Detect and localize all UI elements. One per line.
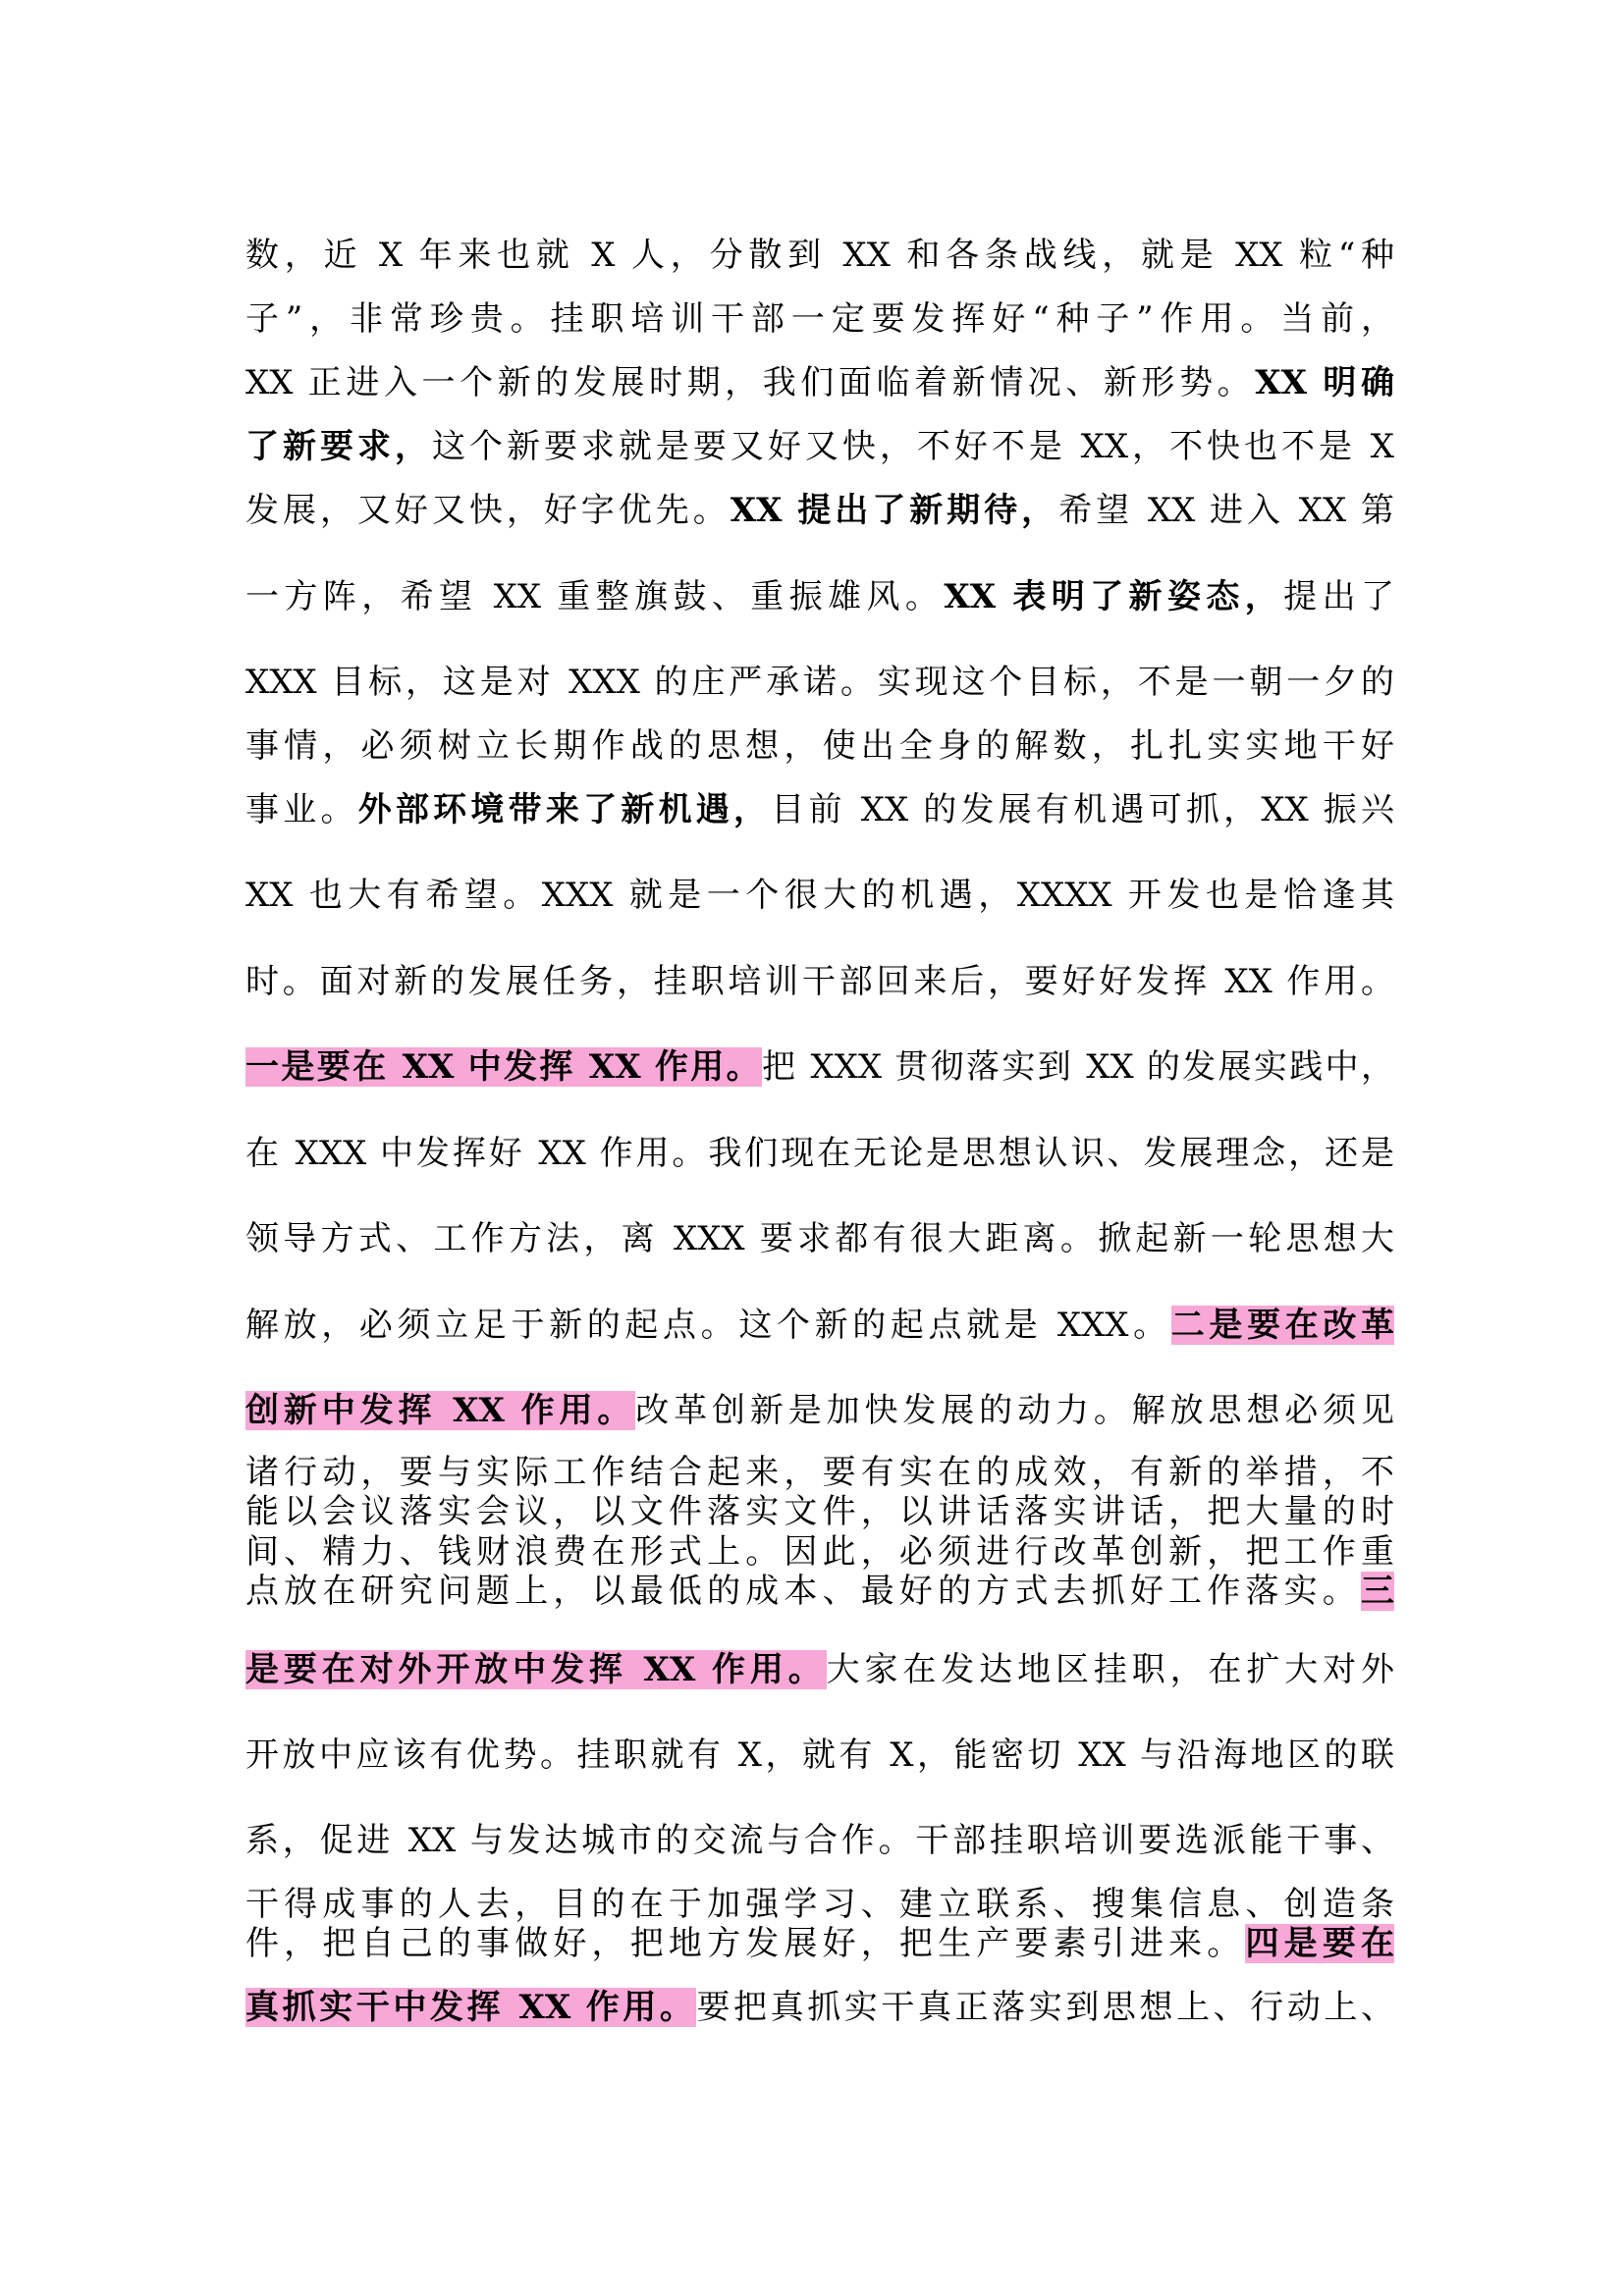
text-line xyxy=(245,1209,1394,1268)
text-line xyxy=(245,567,1394,626)
bold-text: 了新要求， xyxy=(245,427,432,466)
bold-text: XX 表明了新姿态， xyxy=(944,577,1284,616)
text-run: 领导方式、工作方法，离 XXX 要求都有很大距离。掀起新一轮思想大 xyxy=(245,1219,1394,1258)
text-run: 数，近 X 年来也就 X 人，分散到 XX 和各条战线，就是 XX 粒“种 xyxy=(245,236,1394,275)
text-line xyxy=(245,1381,1394,1440)
text-run: 发展，又好又快，好字优先。 xyxy=(245,491,731,530)
text-line xyxy=(245,1811,1394,1870)
text-run: 能以会议落实会议，以文件落实文件，以讲话落实讲话，把大量的时 xyxy=(245,1492,1394,1531)
text-line xyxy=(245,226,1394,285)
text-line xyxy=(245,1038,1394,1096)
text-run: XXX 目标，这是对 XXX 的庄严承诺。实现这个目标，不是一朝一夕的 xyxy=(245,663,1394,702)
text-line xyxy=(245,653,1394,712)
text-line xyxy=(245,417,1394,476)
text-line xyxy=(245,481,1394,540)
highlighted-heading: 真抓实干中发挥 XX 作用。 xyxy=(245,1988,697,2027)
text-run: 点放在研究问题上，以最低的成本、最好的方式去抓好工作落实。 xyxy=(245,1572,1361,1611)
text-run: 改革创新是加快发展的动力。解放思想必须见 xyxy=(635,1391,1394,1430)
text-run: 提出了 xyxy=(1283,577,1394,616)
text-run: XX 也大有希望。XXX 就是一个很大的机遇，XXXX 开发也是恰逢其 xyxy=(245,876,1394,915)
text-run: 把 XXX 贯彻落实到 XX 的发展实践中， xyxy=(761,1047,1394,1087)
text-line xyxy=(245,780,1394,839)
highlighted-heading: 三 xyxy=(1361,1572,1394,1611)
text-run: 希望 XX 进入 XX 第 xyxy=(1058,491,1394,530)
text-run: 一方阵，希望 XX 重整旗鼓、重振雄风。 xyxy=(245,577,945,616)
text-line xyxy=(245,1726,1394,1785)
highlighted-heading: 一是要在 XX 中发挥 XX 作用。 xyxy=(245,1047,762,1087)
text-run: 系，促进 XX 与发达城市的交流与合作。干部挂职培训要选派能干事、 xyxy=(245,1821,1394,1860)
text-line xyxy=(245,952,1394,1011)
text-run: 事业。 xyxy=(245,790,358,829)
text-run: 大家在发达地区挂职，在扩大对外 xyxy=(826,1650,1394,1689)
text-run: 件，把自己的事做好，把地方发展好，把生产要素引进来。 xyxy=(245,1924,1246,1963)
text-line xyxy=(245,1640,1394,1699)
highlighted-heading: 是要在对外开放中发挥 XX 作用。 xyxy=(245,1650,827,1689)
highlighted-heading: 二是要在改革 xyxy=(1170,1306,1394,1345)
bold-text: XX 明确 xyxy=(1255,363,1394,402)
text-line xyxy=(245,1562,1394,1621)
text-line xyxy=(245,866,1394,925)
highlighted-heading: 四是要在 xyxy=(1245,1924,1394,1963)
text-run: 目前 XX 的发展有机遇可抓，XX 振兴 xyxy=(771,790,1394,829)
text-line xyxy=(245,1914,1394,1973)
text-run: 解放，必须立足于新的起点。这个新的起点就是 XXX。 xyxy=(245,1306,1171,1345)
text-run: 诸行动，要与实际工作结合起来，要有实在的成效，有新的举措，不 xyxy=(245,1453,1394,1492)
text-line xyxy=(245,290,1394,348)
bold-text: XX 提出了新期待， xyxy=(730,491,1059,530)
text-run: 这个新要求就是要又好又快，不好不是 XX，不快也不是 X xyxy=(431,427,1394,466)
text-run: 时。面对新的发展任务，挂职培训干部回来后，要好好发挥 XX 作用。 xyxy=(245,962,1394,1001)
text-run: 干得成事的人去，目的在于加强学习、建立联系、搜集信息、创造条 xyxy=(245,1885,1394,1924)
text-run: 间、精力、钱财浪费在形式上。因此，必须进行改革创新，把工作重 xyxy=(245,1532,1394,1572)
text-run: 开放中应该有优势。挂职就有 X，就有 X，能密切 XX 与沿海地区的联 xyxy=(245,1735,1394,1775)
text-line xyxy=(245,1978,1394,2037)
bold-text: 外部环境带来了新机遇， xyxy=(357,790,772,829)
text-run: 在 XXX 中发挥好 XX 作用。我们现在无论是思想认识、发展理念，还是 xyxy=(245,1134,1394,1173)
text-run: XX 正进入一个新的发展时期，我们面临着新情况、新形势。 xyxy=(245,363,1256,402)
text-line xyxy=(245,1124,1394,1183)
text-run: 子”，非常珍贵。挂职培训干部一定要发挥好“种子”作用。当前， xyxy=(245,299,1394,339)
highlighted-heading: 创新中发挥 XX 作用。 xyxy=(245,1391,636,1430)
text-run: 事情，必须树立长期作战的思想，使出全身的解数，扎扎实实地干好 xyxy=(245,726,1394,766)
text-line xyxy=(245,1296,1394,1355)
text-line xyxy=(245,353,1394,412)
text-line xyxy=(245,717,1394,775)
text-run: 要把真抓实干真正落实到思想上、行动上、 xyxy=(696,1988,1394,2027)
